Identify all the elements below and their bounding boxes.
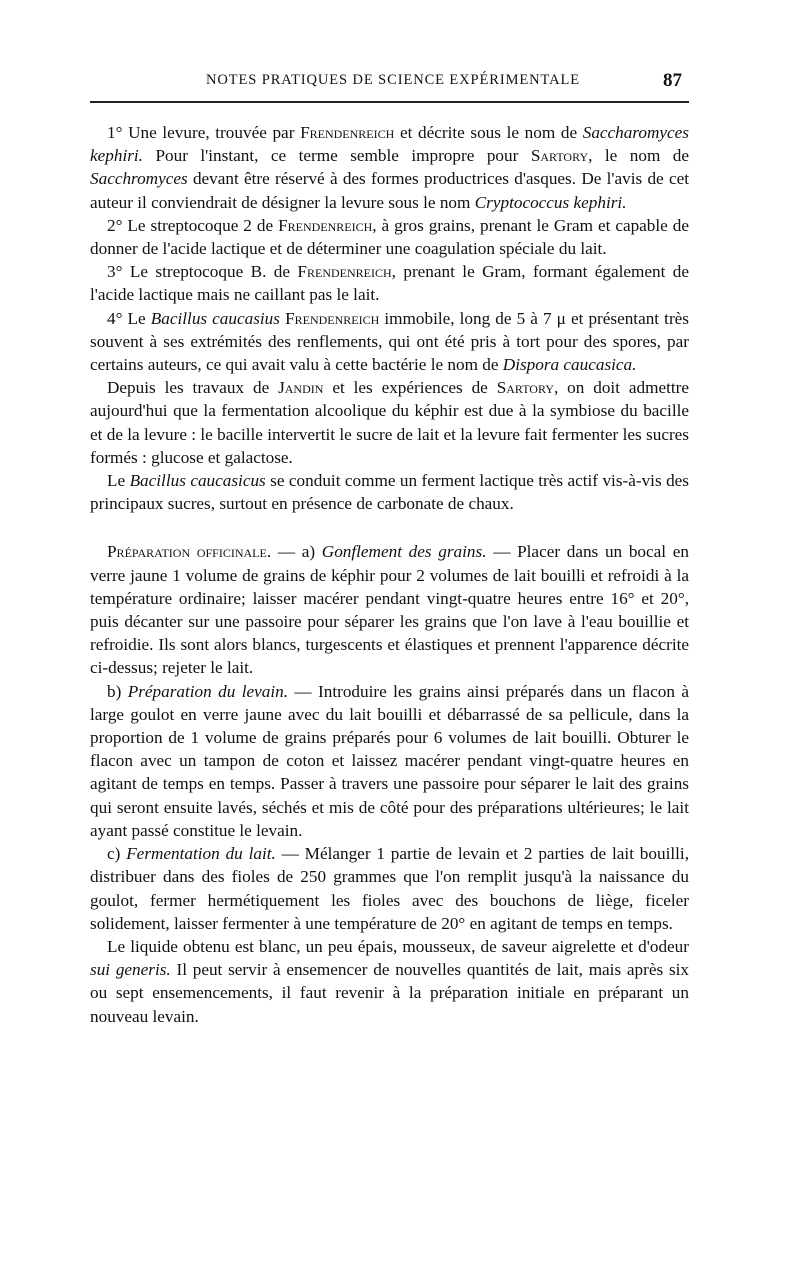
paragraph-preparation-c: [90, 842, 689, 935]
text-run: — a): [271, 542, 322, 562]
text-run: — Introduire les grains ainsi préparés dans un flacon à large goulot en verre jaune avec du lait bouilli et débarrassé de sa pellicule, dans la proportion de 1 volume de grains préparés pour 6 volumes de lait bouilli. Obturer le flacon avec un tampon de coton et laissez macérer pendant vingt-quatre heures en agitant de temps en temps. Passer à travers une passoire pour séparer le lait des grains qui seront ensuite lavés, séchés et mis de côté pour des préparations ultérieures; le lait ayant passé constitue le levain.: [90, 681, 689, 840]
page-number: 87: [663, 70, 682, 91]
running-title: NOTES PRATIQUES DE SCIENCE EXPÉRIMENTALE: [206, 72, 580, 88]
paragraph-preparation-b: [90, 680, 689, 842]
text-run: — Placer dans un bocal en verre jaune 1 volume de grains de képhir pour 2 volumes de lait bouilli et refroidi à la température ordinaire; laisser macérer pendant vingt-quatre heures entre 16° et 20°, puis décanter sur une passoire pour séparer les grains que l'on lave à l'eau bouillie et refroidie. Ils sont alors blancs, turgescents et élastiques et prennent l'apparence décrite ci-dessus; rejeter le lait.: [90, 542, 689, 678]
step-title: Fermentation du lait.: [126, 844, 276, 864]
text-run: Depuis les travaux de: [107, 378, 279, 398]
text-run: et décrite sous le nom de: [394, 123, 583, 142]
text-run: et les expériences de: [323, 378, 497, 398]
paragraph-bacillus-caucasicus: [90, 469, 689, 515]
paragraph-preparation-a: [90, 540, 689, 679]
text-run: , le nom de: [588, 146, 690, 166]
text-run: , à gros grains, prenant le Gram et capable de donner de l'acide lactique et de déterminer une coagulation spéciale du lait.: [90, 215, 689, 259]
species-name: Cryptococcus kephiri.: [474, 192, 627, 212]
paragraph-liquide-obtenu: [90, 935, 689, 1028]
header-rule: [90, 101, 689, 103]
text-run: c): [107, 844, 127, 864]
author-name: Sartory: [496, 378, 554, 398]
text-run: 3° Le streptocoque B. de: [107, 262, 298, 282]
section-heading: Préparation officinale.: [107, 542, 272, 562]
text-run: devant être réservé à des formes productrices d'asques. De l'avis de cet auteur il conviendrait de désigner la levure sous le nom: [90, 169, 689, 212]
author-name: Sartory: [530, 146, 589, 166]
body-text: [90, 121, 689, 1028]
species-name: Dispora caucasica.: [502, 355, 637, 375]
text-run: — Mélanger 1 partie de levain et 2 parties de lait bouilli, distribuer dans des fioles de 250 grammes que l'on remplit jusqu'à la naissance du goulot, fermer hermétiquement les fioles avec des bouchons de liège, ficeler solidement, laisser fermenter à une température de 20° en agitant de temps en temps.: [90, 844, 689, 933]
text-run: 4° Le: [107, 308, 151, 328]
author-name: Jandin: [278, 378, 324, 398]
text-run: b): [107, 681, 128, 701]
text-run: Pour l'instant, ce terme semble impropre pour: [142, 146, 531, 166]
text-run: se conduit comme un ferment lactique très actif vis-à-vis des principaux sucres, surtout en présence de carbonate de chaux.: [90, 471, 689, 514]
text-run: 1° Une levure, trouvée par: [107, 123, 301, 142]
running-head: [90, 70, 690, 92]
step-title: Préparation du levain.: [127, 681, 289, 701]
text-run: , prenant le Gram, formant également de l'acide lactique mais ne caillant pas le lait.: [90, 262, 689, 305]
species-name: Bacillus caucasius: [150, 308, 280, 328]
species-name: Sacchromyces: [90, 169, 188, 189]
species-name: Bacillus caucasicus: [129, 471, 266, 491]
paragraph-item-4-bacillus: [90, 307, 689, 377]
latin-phrase: sui generis.: [90, 960, 171, 980]
text-run: immobile, long de 5 à 7 μ et présentant très souvent à ses extrémités des renflements, qui ont été pris à tort pour des spores, par certains auteurs, ce qui avait valu à cette bactérie le nom de: [90, 308, 689, 375]
paragraph-symbiose: [90, 376, 689, 469]
species-name: Saccharomyces kephiri.: [90, 123, 689, 166]
text-run: 2° Le streptocoque 2 de: [107, 215, 279, 235]
paragraph-item-3-streptocoque-b: [90, 260, 689, 306]
text-run: Le liquide obtenu est blanc, un peu épais, mousseux, de saveur aigrelette et d'odeur: [107, 936, 689, 956]
paragraph-item-2-streptocoque: [90, 214, 689, 260]
author-name: Frendenreich: [278, 215, 373, 235]
section-gap: [90, 515, 689, 540]
step-title: Gonflement des grains.: [321, 542, 487, 562]
text-run: Il peut servir à ensemencer de nouvelles quantités de lait, mais après six ou sept ensemencements, il faut revenir à la préparation initiale en préparant un nouveau levain.: [90, 960, 689, 1026]
text-run: Le: [107, 471, 130, 491]
author-name: Frendenreich: [300, 123, 395, 142]
author-name: Frendenreich: [285, 308, 380, 328]
paragraph-item-1-levure: [90, 121, 689, 214]
author-name: Frendenreich: [297, 262, 392, 282]
text-run: , on doit admettre aujourd'hui que la fermentation alcoolique du képhir est due à la symbiose du bacille et de la levure : le bacille intervertit le sucre de lait et la levure fait fermenter les sucres formés : glucose et galactose.: [90, 378, 689, 467]
